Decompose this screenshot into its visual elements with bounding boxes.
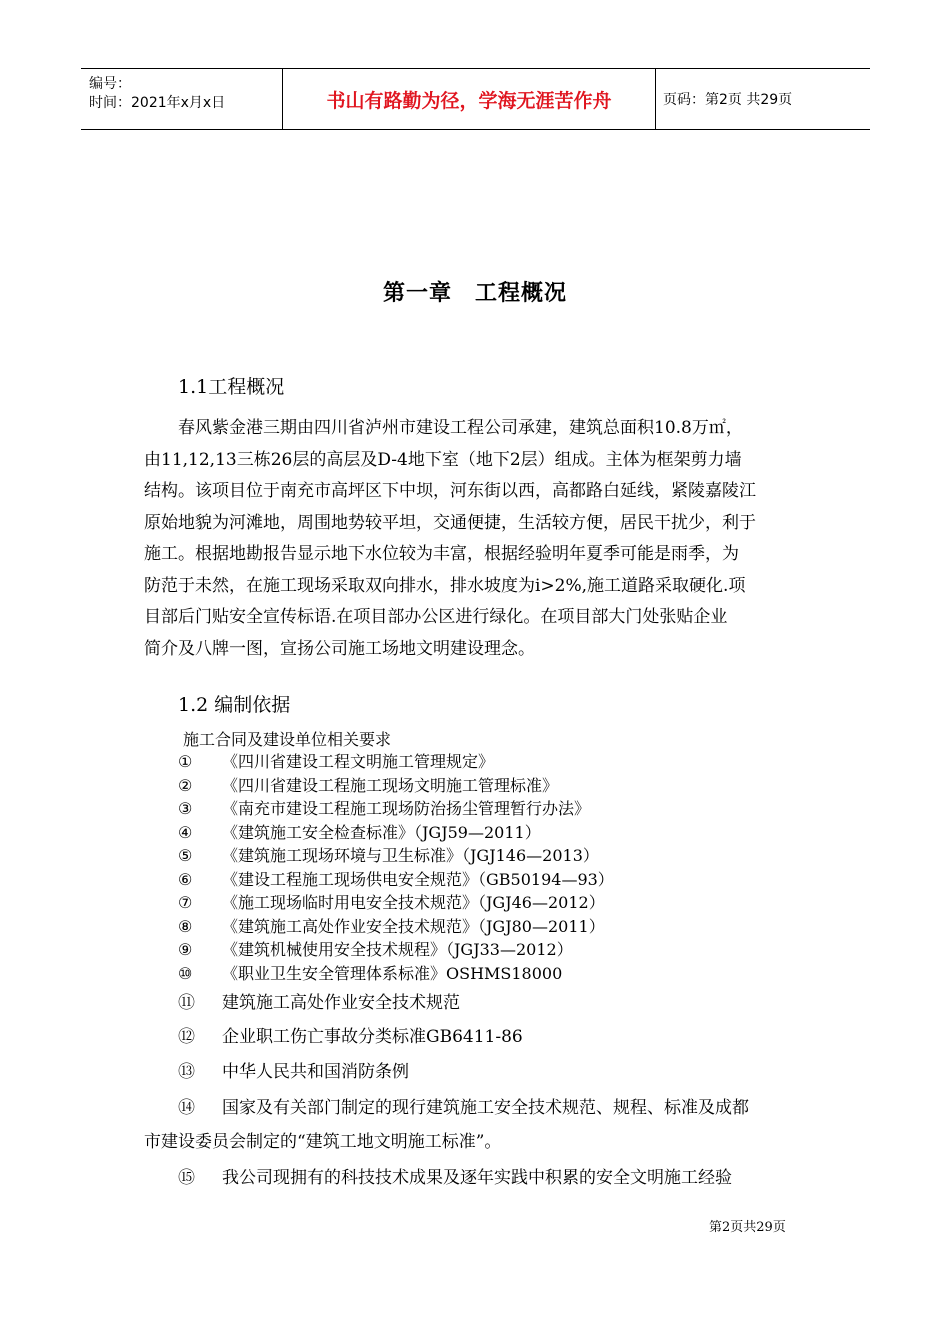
page-header <box>81 68 870 130</box>
list-item <box>144 1163 732 1188</box>
basis-list <box>178 750 614 985</box>
paragraph-line: 由11,12,13三栋26层的高层及D-4地下室（地下2层）组成。主体为框架剪力墙 <box>144 449 742 470</box>
page-footer: 第2页共29页 <box>709 1220 786 1235</box>
item-number: ① <box>178 752 193 771</box>
item-text: 企业职工伤亡事故分类标准GB6411-86 <box>222 1027 523 1047</box>
chapter-title: 第一章 工程概况 <box>382 281 567 306</box>
header-motto: 书山有路勤为径，学海无涯苦作舟 <box>282 69 656 129</box>
item-text: 《施工现场临时用电安全技术规范》（JGJ46—2012） <box>222 893 605 912</box>
item-number: ⑩ <box>178 963 193 983</box>
list-item <box>178 844 614 868</box>
section-heading-1-2: 1.2 编制依据 <box>178 694 291 716</box>
list-item <box>144 1057 409 1082</box>
item-text: 《建设工程施工现场供电安全规范》（GB50194—93） <box>222 869 614 889</box>
list-item <box>144 1022 523 1047</box>
paragraph-line: 春风紫金港三期由四川省泸州市建设工程公司承建，建筑总面积10.8万㎡， <box>178 418 743 438</box>
item-text: 《建筑施工现场环境与卫生标准》（JGJ146—2013） <box>222 846 599 865</box>
item-number: ⑧ <box>178 916 193 936</box>
item-number: ⑪ <box>178 993 195 1013</box>
item-text: 《建筑施工安全检查标准》（JGJ59—2011） <box>222 822 541 842</box>
paragraph-line: 施工。根据地勘报告显示地下水位较为丰富，根据经验明年夏季可能是雨季，为 <box>144 544 739 564</box>
item-number: ⑭ <box>178 1098 195 1118</box>
item-number: ⑥ <box>178 869 193 889</box>
paragraph-line: 原始地貌为河滩地，周围地势较平坦，交通便捷，生活较方便，居民干扰少，利于 <box>144 512 756 533</box>
item-text: 国家及有关部门制定的现行建筑施工安全技术规范、规程、标准及成都 <box>222 1098 749 1118</box>
item-text: 《建筑施工高处作业安全技术规范》（JGJ80—2011） <box>222 916 605 936</box>
list-item <box>178 868 614 892</box>
item-number: ⑦ <box>178 893 193 912</box>
paragraph-line: 简介及八牌一图，宣扬公司施工场地文明建设理念。 <box>144 638 535 659</box>
item-number: ⑮ <box>178 1168 195 1188</box>
paragraph-line: 结构。该项目位于南充市高坪区下中坝，河东街以西，高都路白延线，紧陵嘉陵江 <box>144 481 756 501</box>
item-number: ② <box>178 775 193 795</box>
project-overview-paragraph <box>144 413 814 665</box>
list-item <box>144 1093 749 1118</box>
list-item <box>144 988 460 1013</box>
list-item <box>178 962 614 986</box>
item-text: 《四川省建设工程施工现场文明施工管理标准》 <box>222 775 559 795</box>
item-text: 建筑施工高处作业安全技术规范 <box>222 993 460 1013</box>
item-text: 《建筑机械使用安全技术规程》（JGJ33—2012） <box>222 940 573 959</box>
item-text: 《职业卫生安全管理体系标准》OSHMS18000 <box>222 963 563 983</box>
list-item-continuation: 市建设委员会制定的“建筑工地文明施工标准”。 <box>144 1132 502 1152</box>
list-item <box>178 891 614 915</box>
basis-intro: 施工合同及建设单位相关要求 <box>183 730 392 749</box>
item-number: ⑤ <box>178 846 193 865</box>
header-meta <box>81 69 281 129</box>
item-number: ③ <box>178 799 193 818</box>
item-number: ⑨ <box>178 940 193 959</box>
item-number: ⑬ <box>178 1062 195 1082</box>
list-item <box>178 797 614 821</box>
date-label: 时间：2021年x月x日 <box>89 95 226 111</box>
item-number: ⑫ <box>178 1027 195 1047</box>
item-text: 《南充市建设工程施工现场防治扬尘管理暂行办法》 <box>222 799 591 818</box>
list-item <box>178 821 614 845</box>
item-text: 《四川省建设工程文明施工管理规定》 <box>222 752 495 771</box>
item-number: ④ <box>178 822 193 842</box>
item-text: 我公司现拥有的科技技术成果及逐年实践中积累的安全文明施工经验 <box>222 1168 732 1188</box>
paragraph-line: 防范于未然，在施工现场采取双向排水，排水坡度为i>2%,施工道路采取硬化.项 <box>144 575 746 596</box>
list-item <box>178 774 614 798</box>
list-item <box>178 750 614 774</box>
list-item <box>178 938 614 962</box>
section-heading-1-1: 1.1工程概况 <box>178 376 285 398</box>
code-label: 编号： <box>89 76 131 92</box>
paragraph-line: 目部后门贴安全宣传标语.在项目部办公区进行绿化。在项目部大门处张贴企业 <box>144 607 728 627</box>
list-item <box>178 915 614 939</box>
header-page-info: 页码：第2页 共29页 <box>663 92 793 108</box>
item-text: 中华人民共和国消防条例 <box>222 1062 409 1082</box>
